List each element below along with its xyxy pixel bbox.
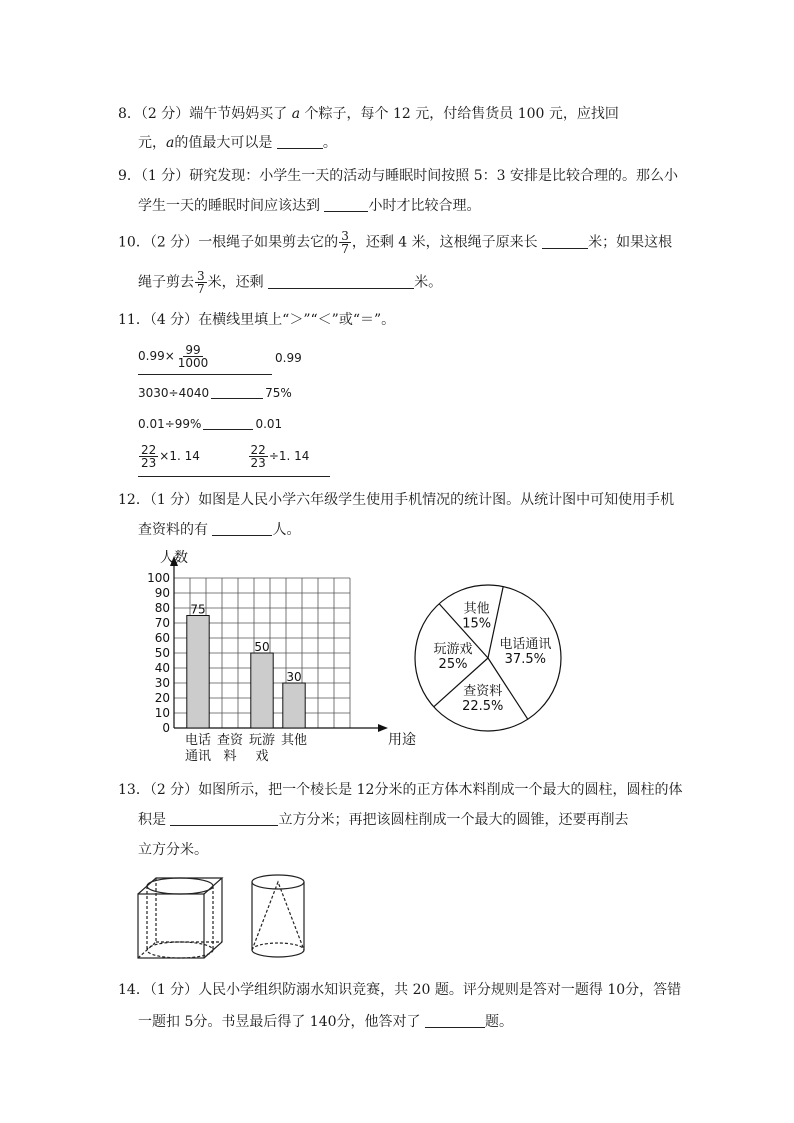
y-tick-label: 90 (154, 586, 170, 600)
pie-slice-value: 25% (438, 657, 468, 673)
question-text: 米；如果这根 (588, 234, 673, 251)
question-text: 。 (322, 135, 337, 151)
question-10-line-2 (138, 270, 442, 295)
y-tick-label: 10 (154, 706, 170, 720)
question-text: 人民小学组织防溺水知识竞赛，共 20 题。评分规则是答对一题得 10分，答错 (198, 982, 682, 998)
question-text: 小时才比较合理。 (368, 198, 481, 214)
bar-chart (138, 546, 416, 768)
cone-outline (252, 882, 304, 950)
question-text: 立方分米；再把该圆柱削成一个最大的圆锥，还要再削去 (278, 812, 629, 828)
pie-slice-label: 其他 (463, 601, 490, 617)
question-14-line-2 (138, 1012, 513, 1032)
pie-slice-value: 15% (462, 616, 492, 632)
answer-blank[interactable] (542, 234, 588, 249)
question-number: 9． (118, 168, 141, 184)
fraction-3-7: $\frac{3}{7}$ (341, 229, 349, 256)
pie-slice-label: 查资料 (463, 683, 503, 699)
x-tick-label: 料 (223, 749, 237, 764)
bar (283, 683, 305, 728)
variable-a: a (166, 135, 175, 151)
question-13-line-3 (138, 840, 208, 860)
expression: ×1. 14 (159, 449, 200, 463)
cylinder-bottom (147, 942, 213, 958)
question-13-line-1 (118, 780, 682, 800)
question-points: （4 分） (149, 312, 199, 328)
x-tick-label: 玩游 (248, 733, 276, 748)
question-points: （2 分） (149, 782, 199, 798)
question-text: 研究发现：小学生一天的活动与睡眠时间按照 5：3 安排是比较合理的。那么小 (189, 168, 678, 184)
variable-a: a (291, 106, 301, 122)
question-points: （1 分） (140, 168, 190, 184)
question-text: 绳子剪去 (138, 274, 194, 291)
question-text: 一题扣 5分。书昱最后得了 140分，他答对了 (138, 1014, 421, 1030)
answer-blank[interactable] (277, 134, 323, 149)
question-number: 10． (118, 234, 150, 251)
expression: 0.99× (138, 349, 175, 363)
y-tick-label: 50 (154, 646, 170, 660)
expression: 3030÷4040 (138, 386, 210, 400)
data-label: 75 (190, 602, 206, 617)
question-number: 8． (118, 106, 141, 122)
question-12-line-2 (138, 520, 300, 540)
y-tick-label: 80 (154, 601, 170, 615)
x-axis-label: 用途 (388, 732, 416, 748)
question-9-line-1 (118, 166, 678, 186)
y-axis-label: 人数 (160, 550, 188, 566)
pie-chart (408, 574, 568, 742)
question-text: 一根绳子如果剪去它的 (198, 234, 339, 251)
question-11-row-3 (138, 414, 282, 434)
cylinder-bottom-back (252, 943, 304, 950)
data-label: 30 (286, 670, 302, 684)
question-11-row-1-right: 0.99 (275, 351, 302, 365)
question-8-line-1 (118, 104, 619, 124)
y-tick-label: 60 (154, 631, 170, 645)
question-text: 如图所示，把一个棱长是 12分米的正方体木料削成一个最大的圆柱，圆柱的体 (198, 782, 683, 798)
question-13-line-2 (138, 810, 628, 830)
fraction-99-1000: $\frac{99}{1000}$ (177, 343, 209, 370)
question-text: 在横线里填上“＞”“＜”或“＝”。 (198, 312, 396, 328)
question-points: （1 分） (149, 982, 199, 998)
fraction-22-23: $\frac{22}{23}$ (141, 443, 157, 470)
x-tick-label: 其他 (280, 733, 308, 748)
question-text: 米，还剩 (207, 274, 264, 291)
question-points: （2 分） (140, 106, 190, 122)
answer-blank[interactable] (425, 1013, 485, 1028)
question-text: 米。 (414, 274, 443, 291)
question-number: 12． (118, 492, 150, 508)
question-number: 11． (118, 312, 150, 328)
y-tick-label: 30 (154, 676, 170, 690)
x-tick-label: 查资 (216, 733, 244, 748)
cylinder-cone-figure (246, 872, 310, 962)
answer-blank[interactable] (170, 811, 278, 826)
answer-blank[interactable] (211, 384, 263, 399)
question-11-line-1 (118, 310, 395, 330)
cube-cylinder-figure (134, 874, 230, 962)
cylinder-top (147, 878, 213, 894)
y-tick-label: 70 (154, 616, 170, 630)
question-points: （1 分） (149, 492, 199, 508)
question-text: 积是 (138, 812, 166, 828)
expression: 0.01 (255, 417, 283, 431)
question-text: 元， (138, 135, 166, 151)
question-11-row-1 (138, 344, 272, 375)
question-8-line-2 (138, 133, 337, 153)
question-text: 学生一天的睡眠时间应该达到 (138, 198, 320, 214)
cube-top-edges (138, 878, 222, 894)
answer-blank[interactable] (324, 197, 368, 212)
pie-slice-label: 电话通讯 (499, 637, 552, 653)
question-11-row-4 (138, 444, 330, 477)
question-text: 立方分米。 (138, 842, 208, 858)
y-tick-label: 40 (154, 661, 170, 675)
x-tick-label: 通讯 (184, 749, 212, 764)
question-text: 人。 (272, 522, 301, 538)
y-tick-label: 20 (154, 691, 170, 705)
expression: 0.01÷99% (138, 417, 202, 431)
y-tick-label: 100 (147, 571, 170, 585)
pie-slice-value: 22.5% (462, 698, 504, 714)
question-text: 如图是人民小学六年级学生使用手机情况的统计图。从统计图中可知使用手机 (198, 492, 675, 508)
pie-slice-value: 37.5% (504, 652, 546, 668)
question-text: 题。 (484, 1014, 513, 1030)
question-text: 端午节妈妈买了 (189, 106, 288, 122)
question-text: ，还剩 4 米，这根绳子原来长 (351, 234, 538, 251)
bar (251, 653, 273, 728)
answer-blank[interactable] (268, 274, 414, 289)
bar (187, 616, 209, 729)
answer-blank[interactable] (203, 415, 253, 430)
expression: 75% (265, 386, 292, 400)
question-10-line-1 (118, 230, 672, 255)
fraction-22-23: $\frac{22}{23}$ (250, 443, 266, 470)
answer-blank[interactable] (212, 521, 272, 536)
question-text: 的值最大可以是 (174, 135, 273, 151)
question-text: 查资料的有 (138, 522, 208, 538)
x-tick-label: 戏 (255, 749, 269, 764)
x-axis-arrow (378, 724, 388, 732)
question-number: 14． (118, 982, 150, 998)
data-label: 50 (254, 640, 270, 654)
question-11-row-2 (138, 383, 292, 403)
question-text: 个粽子，每个 12 元，付给售货员 100 元，应找回 (304, 106, 619, 122)
question-points: （2 分） (149, 234, 199, 251)
question-14-line-1 (118, 980, 681, 1000)
y-tick-label: 0 (162, 721, 170, 735)
fraction-3-7: $\frac{3}{7}$ (197, 269, 205, 296)
pie-slice-label: 玩游戏 (433, 642, 473, 658)
question-9-line-2 (138, 196, 480, 216)
x-tick-label: 电话 (184, 733, 212, 748)
question-number: 13． (118, 782, 150, 798)
expression: ÷1. 14 (268, 449, 310, 463)
question-12-line-1 (118, 490, 674, 510)
cylinder-bottom-front (252, 950, 304, 957)
